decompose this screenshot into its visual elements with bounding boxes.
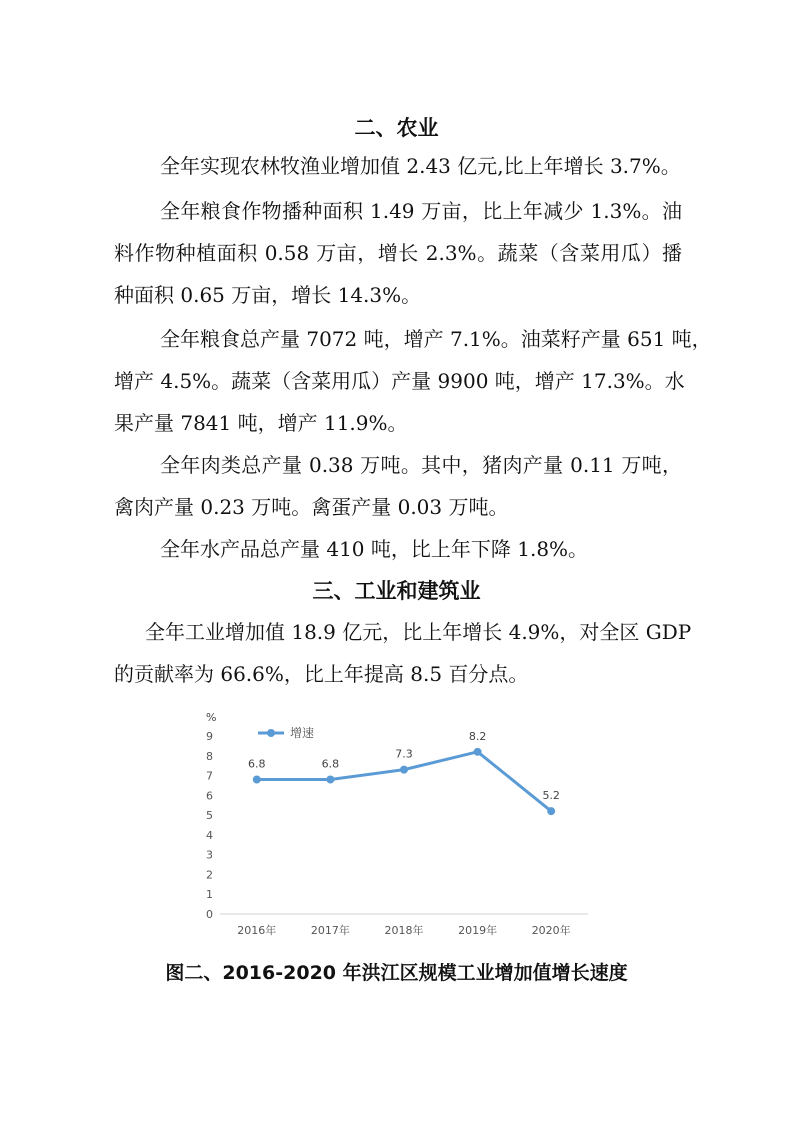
section-heading-agriculture: 二、农业 bbox=[354, 116, 439, 140]
paragraph-line: 全年水产品总产量 410 吨，比上年下降 1.8%。 bbox=[160, 537, 589, 561]
data-label: 7.3 bbox=[395, 747, 413, 761]
y-tick-label: 1 bbox=[206, 888, 213, 902]
y-tick-label: 6 bbox=[206, 789, 213, 803]
legend-marker bbox=[267, 729, 275, 737]
paragraph-line: 全年粮食总产量 7072 吨，增产 7.1%。油菜籽产量 651 吨， bbox=[160, 327, 712, 351]
paragraph-line: 的贡献率为 66.6%，比上年提高 8.5 百分点。 bbox=[114, 662, 529, 686]
paragraph-line: 禽肉产量 0.23 万吨。禽蛋产量 0.03 万吨。 bbox=[114, 495, 509, 519]
y-tick-label: 5 bbox=[206, 809, 213, 823]
figure-caption: 图二、2016-2020 年洪江区规模工业增加值增长速度 bbox=[165, 962, 628, 984]
data-point bbox=[474, 748, 482, 756]
paragraph-line: 料作物种植面积 0.58 万亩，增长 2.3%。蔬菜（含菜用瓜）播 bbox=[114, 241, 682, 265]
data-point bbox=[326, 776, 334, 784]
paragraph-line: 增产 4.5%。蔬菜（含菜用瓜）产量 9900 吨，增产 17.3%。水 bbox=[114, 369, 685, 393]
legend-label: 增速 bbox=[290, 726, 315, 740]
data-label: 5.2 bbox=[542, 789, 560, 803]
x-tick-label: 2017年 bbox=[310, 924, 350, 937]
growth-line-chart bbox=[200, 707, 600, 942]
paragraph-line: 全年粮食作物播种面积 1.49 万亩，比上年减少 1.3%。油 bbox=[160, 199, 682, 223]
y-tick-label: 9 bbox=[206, 730, 213, 743]
chart-svg bbox=[200, 707, 600, 942]
y-tick-label: 4 bbox=[206, 828, 213, 842]
data-label: 6.8 bbox=[321, 757, 340, 771]
x-tick-label: 2016年 bbox=[237, 924, 277, 937]
section-heading-industry: 三、工业和建筑业 bbox=[312, 579, 481, 603]
x-tick-label: 2020年 bbox=[531, 924, 571, 937]
y-tick-label: 8 bbox=[206, 749, 213, 763]
y-tick-label: 2 bbox=[206, 868, 213, 882]
data-label: 6.8 bbox=[248, 757, 266, 771]
y-tick-label: 3 bbox=[206, 848, 213, 862]
data-point bbox=[400, 766, 408, 774]
y-unit-label: % bbox=[206, 711, 217, 724]
data-point bbox=[253, 776, 261, 784]
paragraph-line: 种面积 0.65 万亩，增长 14.3%。 bbox=[114, 283, 422, 307]
data-point bbox=[547, 807, 555, 815]
x-tick-label: 2018年 bbox=[384, 924, 424, 937]
x-tick-label: 2019年 bbox=[458, 924, 498, 937]
data-label: 8.2 bbox=[468, 729, 487, 743]
y-tick-label: 0 bbox=[206, 908, 213, 921]
y-tick-label: 7 bbox=[206, 769, 213, 783]
paragraph-line: 全年肉类总产量 0.38 万吨。其中，猪肉产量 0.11 万吨， bbox=[160, 453, 682, 477]
series-line bbox=[257, 752, 551, 811]
paragraph-line: 全年实现农林牧渔业增加值 2.43 亿元,比上年增长 3.7%。 bbox=[160, 154, 681, 178]
paragraph-line: 果产量 7841 吨，增产 11.9%。 bbox=[114, 411, 408, 435]
paragraph-line: 全年工业增加值 18.9 亿元，比上年增长 4.9%，对全区 GDP bbox=[145, 620, 692, 644]
